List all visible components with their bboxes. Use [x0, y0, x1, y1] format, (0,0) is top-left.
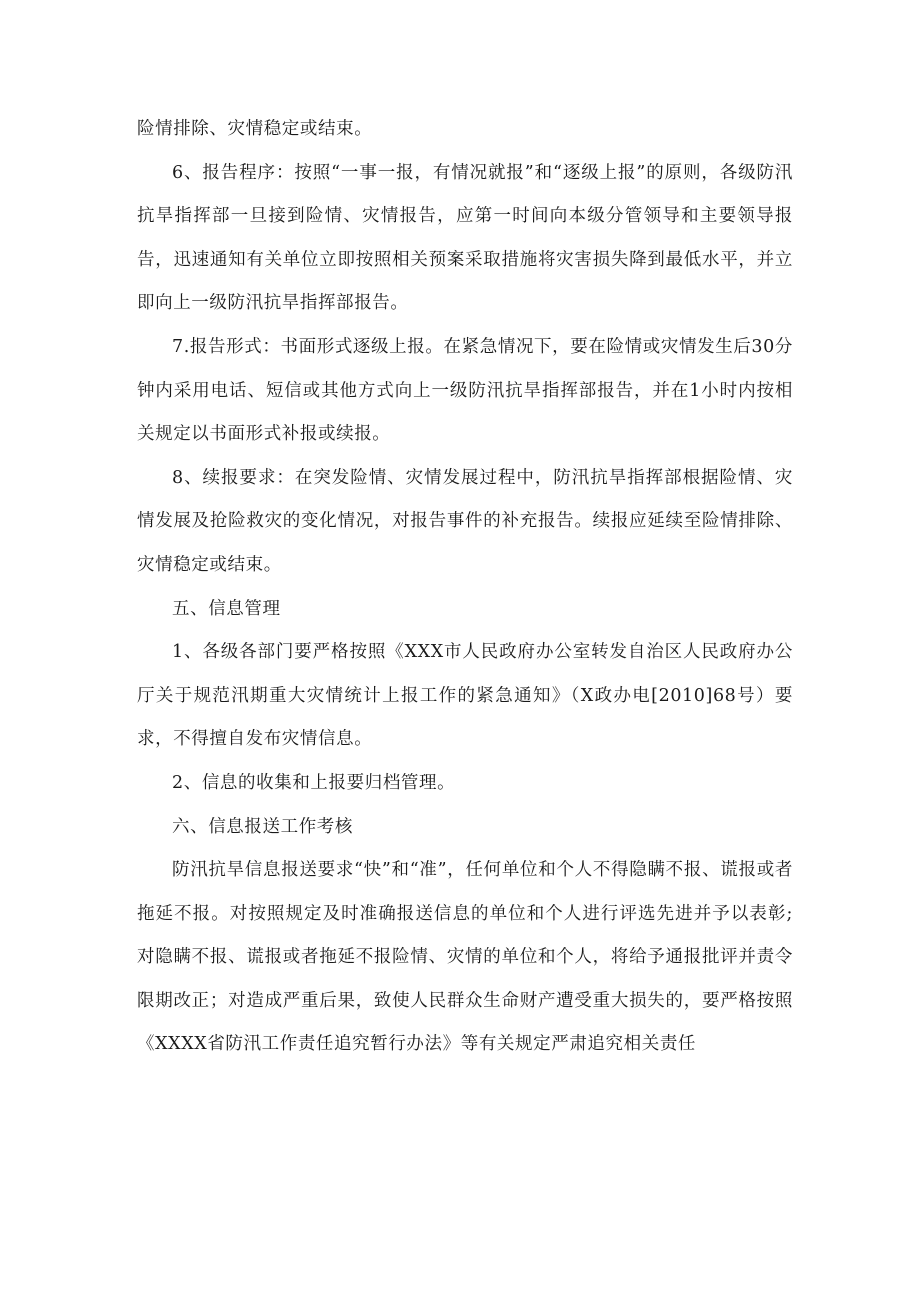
paragraph-assessment: 防汛抗旱信息报送要求“快”和“准”，任何单位和个人不得隐瞒不报、谎报或者拖延不报。对按照规定及时准确报送信息的单位和个人进行评选先进并予以表彰;对隐瞒不报、谎报或者拖延不报险情、灾情的单位和个人，将给予通报批评并责令限期改正；对造成严重后果，致使人民群众生命财产遭受重大损失的，要严格按照《XXXX省防汛工作责任追究暂行办法》等有关规定严肃追究相关责任 [137, 860, 793, 1055]
section-heading-info-management: 五、信息管理 [172, 598, 281, 619]
paragraph-report-format: 7.报告形式：书面形式逐级上报。在紧急情况下，要在险情或灾情发生后30分钟内采用电话、短信或其他方式向上一级防汛抗旱指挥部报告，并在1小时内按相关规定以书面形式补报或续报。 [137, 336, 793, 445]
paragraph-info-management-1: 1、各级各部门要严格按照《XXX市人民政府办公室转发自治区人民政府办公厅关于规范汛期重大灾情统计上报工作的紧急通知》（X政办电[2010]68号）要求，不得擅自发布灾情信息。 [137, 642, 793, 750]
paragraph-continuation: 险情排除、灾情稳定或结束。 [137, 119, 373, 139]
paragraph-follow-up-report: 8、续报要求：在突发险情、灾情发展过程中，防汛抗旱指挥部根据险情、灾情发展及抢险救灾的变化情况，对报告事件的补充报告。续报应延续至险情排除、灾情稳定或结束。 [137, 467, 793, 575]
section-heading-assessment: 六、信息报送工作考核 [172, 816, 353, 837]
document-body [137, 108, 793, 1067]
paragraph-info-management-2: 2、信息的收集和上报要归档管理。 [172, 772, 456, 793]
paragraph-report-procedure: 6、报告程序：按照“一事一报，有情况就报”和“逐级上报”的原则，各级防汛抗旱指挥部一旦接到险情、灾情报告，应第一时间向本级分管领导和主要领导报告，迅速通知有关单位立即按照相关预案采取措施将灾害损失降到最低水平，并立即向上一级防汛抗旱指挥部报告。 [137, 162, 793, 314]
